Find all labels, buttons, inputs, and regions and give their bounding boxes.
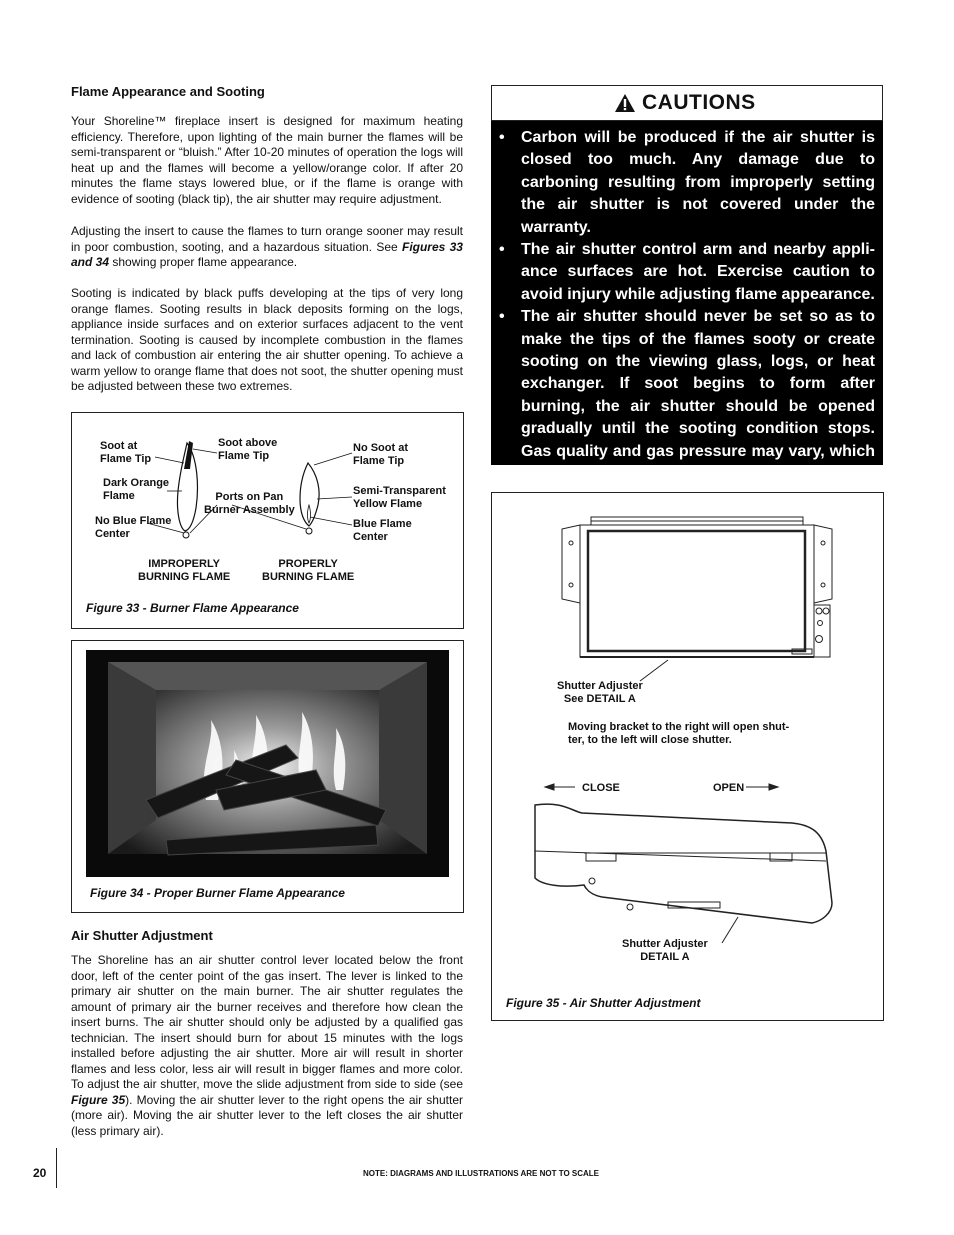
cautions-title-bar (491, 85, 883, 121)
label-improperly: IMPROPERLY BURNING FLAME (138, 558, 231, 583)
label-properly: PROPERLY BURNING FLAME (262, 558, 355, 583)
label-shutter-adjuster-bottom: Shutter Adjuster DETAIL A (622, 938, 708, 963)
warning-icon (614, 93, 636, 113)
figure-35-caption: Figure 35 - Air Shutter Adjustment (506, 996, 701, 1010)
label-no-soot: No Soot at Flame Tip (353, 442, 408, 467)
cautions-box (491, 85, 883, 505)
cautions-title: CAUTIONS (642, 91, 756, 114)
label-dark-orange: Dark Orange Flame (103, 477, 170, 502)
label-blue-center: Blue Flame Center (353, 518, 412, 543)
scale-note: NOTE: DIAGRAMS AND ILLUSTRATIONS ARE NOT TO SCALE (363, 1169, 599, 1178)
label-close: CLOSE (582, 782, 620, 794)
flame-paragraph-2 (71, 224, 463, 271)
air-shutter-paragraph (71, 953, 463, 1139)
para2-text-b: showing proper flame appearance. (109, 255, 298, 269)
page-number: 20 (33, 1166, 47, 1180)
caution-item: • Carbon will be produced if the air shutter is closed too much. Any damage due to carboning resulting from improperly setting the air shutter is not covered under the warranty. (499, 129, 875, 236)
figure-35-box (491, 492, 884, 1021)
label-semi-transparent: Semi-Transparent Yellow Flame (353, 485, 446, 510)
para2-figure-ref: Figures 33 and 34 (71, 239, 463, 269)
flame-heading: Flame Appearance and Sooting (71, 84, 265, 99)
figure-33-caption: Figure 33 - Burner Flame Appearance (86, 601, 299, 615)
label-moving-bracket: Moving bracket to the right will open shut- ter, to the left will close shutter. (568, 721, 790, 746)
cautions-body (491, 121, 883, 505)
para4-text-b: ). Moving the air shutter lever to the right opens the air shutter (more air). Moving the air shutter lever to the left closes the air shutter (less primary air). (71, 1092, 463, 1138)
label-open: OPEN (713, 782, 745, 794)
label-soot-above: Soot above Flame Tip (218, 437, 278, 462)
proper-port-circle (306, 528, 312, 534)
label-ports: Ports on Pan Burner Assembly (204, 491, 295, 516)
caution-item: • The air shutter control arm and nearby appli-ance surfaces are hot. Exercise caution to avoid injury while adjusting flame appearance. (499, 241, 875, 303)
para4-text-a: The Shoreline has an air shutter control lever located below the front door, left of the center point of the gas insert. The lever is linked to the primary air shutter on the main burner. The air shutter regulates the amount of primary air the burner receives and therefore how clean the insert burns. The air shutter should only be adjusted by a qualified gas technician. The insert should burn for about 15 minutes with the logs installed before adjusting the air shutter. More air will result in shorter flames and less color, less air will result in bigger flames and more color. To adjust the air shutter, move the slide adjustment from side to side (see (71, 953, 463, 1091)
label-no-blue: No Blue Flame Center (95, 515, 172, 540)
label-shutter-adjuster-top: Shutter Adjuster See DETAIL A (557, 680, 643, 705)
blue-center-shape (308, 505, 311, 523)
label-soot-at-tip: Soot at Flame Tip (100, 440, 152, 465)
footer-rule (56, 1148, 57, 1188)
figure-34-caption: Figure 34 - Proper Burner Flame Appearance (90, 886, 345, 900)
fireplace-photo (86, 650, 449, 877)
caution-item: • The air shutter should never be set so as to make the tips of the flames sooty or create sooting on the viewing glass, logs, or heat exchanger. If soot begins to form after burning, the air shutter should be opened gradually until the sooting condition stops. Gas quality and gas pressure may vary, which can affect the burning charac-teristics of the insert. (499, 308, 875, 505)
flame-paragraph-1: Your Shoreline™ fireplace insert is designed for maximum heating efficiency. Therefore, upon lighting of the main burner the flames will be semi-transparent or “bluish.” After 10-20 minutes of operation the logs will heat up and the flames will become a yellow/orange color. If after 20 minutes the flame stays lowered blue, or if the flame is orange with evidence of sooting (black tip), the air shutter may require adjustment. (71, 114, 463, 206)
para4-figure-ref: Figure 35 (71, 1092, 126, 1107)
figure-33-box (71, 412, 464, 629)
para2-text-a: Adjusting the insert to cause the flames to turn orange sooner may result in poor combustion, sooting, and a hazardous situation. See (71, 224, 463, 254)
flame-paragraph-3: Sooting is indicated by black puffs developing at the tips of very long orange flames. Sooting results in black deposits forming on the logs, appliance inside surfaces and on exterior surfaces adjacent to the vent termination. Sooting is caused by incomplete combustion in the flames and lack of combustion air entering the air shutter opening. To achieve a warm yellow to orange flame that does not soot, the shutter opening must be adjusted between these two extremes. (71, 286, 463, 393)
figure-34-box (71, 640, 464, 913)
air-shutter-heading: Air Shutter Adjustment (71, 928, 213, 943)
